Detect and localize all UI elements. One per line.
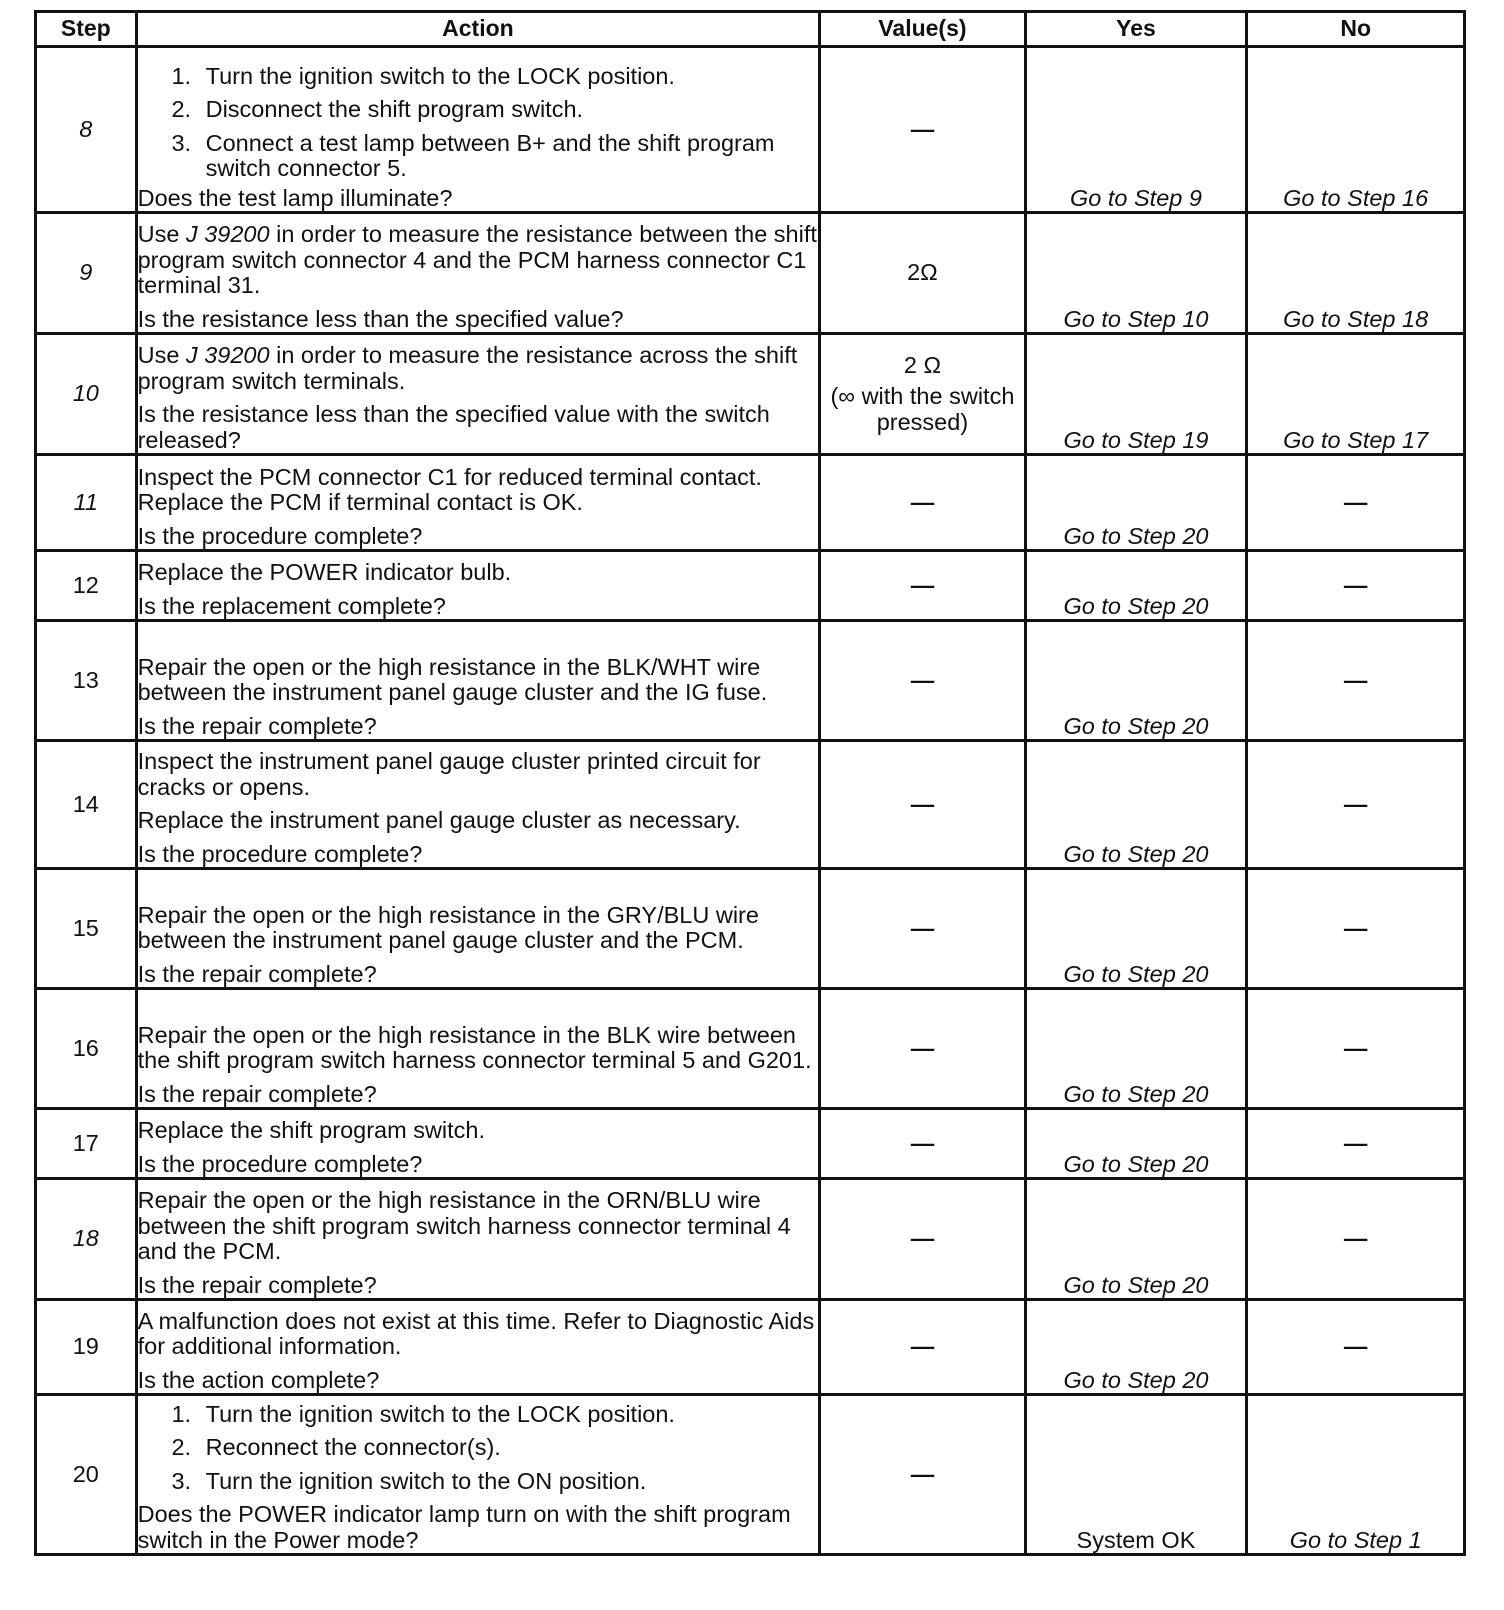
table-row-step-17 [36, 1109, 1465, 1179]
value-note: (∞ with the switch pressed) [830, 383, 1015, 435]
action-text-post: in order to measure the resistance across the shift program switch terminals. [137, 342, 798, 394]
step-number: 19 [36, 1300, 137, 1395]
value-cell [820, 455, 1025, 551]
value-text: 2 Ω [903, 351, 942, 378]
action-list-item: 1. Turn the ignition switch to the LOCK position. [198, 1402, 819, 1428]
header-row [36, 12, 1465, 47]
yes-cell: Go to Step 10 [1025, 213, 1247, 334]
no-cell: Go to Step 1 [1247, 1395, 1465, 1555]
value-cell [820, 334, 1025, 455]
step-number: 11 [36, 455, 137, 551]
action-list [138, 64, 819, 182]
value-text: — [910, 115, 935, 142]
action-question: Is the procedure complete? [137, 1150, 423, 1177]
table-row-step-19 [36, 1300, 1465, 1395]
no-text: — [1343, 1129, 1368, 1156]
action-list-item: 2. Reconnect the connector(s). [198, 1435, 819, 1461]
yes-cell: Go to Step 20 [1025, 621, 1247, 741]
action-text [138, 343, 819, 394]
action-list-item: 1. Turn the ignition switch to the LOCK position. [198, 64, 819, 90]
value-text: — [910, 1460, 935, 1487]
action-cell [136, 621, 820, 741]
step-number: 9 [36, 213, 137, 334]
header-values: Value(s) [820, 12, 1025, 47]
action-list [138, 1402, 819, 1495]
no-text: — [1343, 1333, 1368, 1360]
no-cell: Go to Step 18 [1247, 213, 1465, 334]
action-question: Is the replacement complete? [137, 592, 446, 619]
action-text-post: in order to measure the resistance between the shift program switch connector 4 and the PCM harness connector C1 terminal 31. [137, 221, 817, 298]
action-question: Is the resistance less than the specified value? [137, 305, 624, 332]
header-yes: Yes [1025, 12, 1247, 47]
action-text: Repair the open or the high resistance in the BLK wire between the shift program switch harness connector terminal 5 and G201. [137, 1021, 812, 1073]
table-row-step-14 [36, 741, 1465, 869]
action-cell [136, 1109, 820, 1179]
no-text: — [1343, 666, 1368, 693]
value-cell [820, 47, 1025, 213]
action-cell [136, 334, 820, 455]
value-text: — [910, 790, 935, 817]
value-cell [820, 1395, 1025, 1555]
action-text-secondary: Replace the instrument panel gauge cluster as necessary. [137, 807, 741, 833]
no-cell [1247, 551, 1465, 621]
step-number: 10 [36, 334, 137, 455]
action-cell [136, 1395, 820, 1555]
action-question: Is the repair complete? [137, 712, 377, 739]
action-question: Does the POWER indicator lamp turn on with the shift program switch in the Power mode? [137, 1501, 791, 1553]
no-cell [1247, 989, 1465, 1109]
step-number: 12 [36, 551, 137, 621]
action-text: Repair the open or the high resistance in the ORN/BLU wire between the shift program switch harness connector terminal 4 and the PCM. [137, 1187, 791, 1264]
table-row-step-12 [36, 551, 1465, 621]
table-row-step-11 [36, 455, 1465, 551]
step-number: 13 [36, 621, 137, 741]
value-text: — [910, 571, 935, 598]
value-text: 2Ω [907, 259, 938, 286]
header-action: Action [136, 12, 820, 47]
value-text: — [910, 1034, 935, 1061]
no-cell [1247, 1300, 1465, 1395]
no-cell [1247, 621, 1465, 741]
action-text: Inspect the instrument panel gauge cluster printed circuit for cracks or opens. [137, 748, 761, 800]
action-question: Is the repair complete? [137, 1080, 377, 1107]
no-cell: Go to Step 17 [1247, 334, 1465, 455]
action-list-item: 3. Connect a test lamp between B+ and the shift program switch connector 5. [198, 131, 819, 182]
action-text: Inspect the PCM connector C1 for reduced terminal contact. Replace the PCM if terminal contact is OK. [137, 463, 762, 515]
value-cell [820, 1109, 1025, 1179]
action-text-pre: Use [137, 221, 186, 247]
action-text [138, 222, 819, 299]
action-text: A malfunction does not exist at this time. Refer to Diagnostic Aids for additional information. [137, 1307, 815, 1359]
yes-cell: System OK [1025, 1395, 1247, 1555]
step-number: 16 [36, 989, 137, 1109]
action-question: Is the procedure complete? [137, 522, 423, 549]
no-cell [1247, 455, 1465, 551]
table-row-step-10 [36, 334, 1465, 455]
action-cell [136, 989, 820, 1109]
action-text: Replace the shift program switch. [137, 1117, 486, 1143]
step-number: 8 [36, 47, 137, 213]
table-row-step-15 [36, 869, 1465, 989]
action-question: Is the procedure complete? [137, 840, 423, 867]
yes-cell: Go to Step 20 [1025, 1300, 1247, 1395]
action-cell [136, 213, 820, 334]
action-text-pre: Use [137, 342, 186, 368]
value-cell [820, 869, 1025, 989]
action-question: Is the resistance less than the specified value with the switch released? [137, 401, 770, 453]
action-cell [136, 455, 820, 551]
value-cell [820, 621, 1025, 741]
yes-cell: Go to Step 20 [1025, 741, 1247, 869]
yes-cell: Go to Step 20 [1025, 1109, 1247, 1179]
no-text: — [1343, 790, 1368, 817]
value-cell [820, 213, 1025, 334]
no-cell [1247, 741, 1465, 869]
action-cell [136, 551, 820, 621]
value-text: — [910, 1333, 935, 1360]
action-question: Is the repair complete? [137, 960, 377, 987]
yes-cell: Go to Step 20 [1025, 551, 1247, 621]
table-row-step-9 [36, 213, 1465, 334]
no-text: — [1343, 571, 1368, 598]
no-text: — [1343, 1034, 1368, 1061]
table-row-step-13 [36, 621, 1465, 741]
value-text: — [910, 1225, 935, 1252]
yes-cell: Go to Step 20 [1025, 989, 1247, 1109]
value-text: — [910, 914, 935, 941]
yes-cell: Go to Step 19 [1025, 334, 1247, 455]
action-cell [136, 741, 820, 869]
table-row-step-8 [36, 47, 1465, 213]
value-cell [820, 741, 1025, 869]
action-cell [136, 869, 820, 989]
table-row-step-20 [36, 1395, 1465, 1555]
no-text: — [1343, 1225, 1368, 1252]
no-cell [1247, 869, 1465, 989]
step-number: 15 [36, 869, 137, 989]
no-text: — [1343, 914, 1368, 941]
yes-cell: Go to Step 20 [1025, 869, 1247, 989]
value-text: — [910, 1129, 935, 1156]
action-text: Replace the POWER indicator bulb. [137, 559, 512, 585]
action-list-item: 3. Turn the ignition switch to the ON position. [198, 1469, 819, 1495]
table-row-step-18 [36, 1179, 1465, 1300]
action-question: Does the test lamp illuminate? [137, 184, 453, 211]
tool-reference: J 39200 [185, 221, 270, 247]
yes-cell: Go to Step 20 [1025, 455, 1247, 551]
value-text: — [910, 666, 935, 693]
value-cell [820, 551, 1025, 621]
header-step: Step [36, 12, 137, 47]
action-cell [136, 47, 820, 213]
no-text: — [1343, 488, 1368, 515]
tool-reference: J 39200 [185, 342, 270, 368]
diagnostic-table [34, 10, 1466, 1556]
value-cell [820, 1179, 1025, 1300]
step-number: 20 [36, 1395, 137, 1555]
value-cell [820, 989, 1025, 1109]
step-number: 18 [36, 1179, 137, 1300]
value-cell [820, 1300, 1025, 1395]
action-cell [136, 1179, 820, 1300]
no-cell [1247, 1109, 1465, 1179]
value-text: — [910, 488, 935, 515]
action-question: Is the repair complete? [137, 1271, 377, 1298]
table-row-step-16 [36, 989, 1465, 1109]
action-question: Is the action complete? [137, 1366, 380, 1393]
action-cell [136, 1300, 820, 1395]
action-text: Repair the open or the high resistance in the BLK/WHT wire between the instrument panel gauge cluster and the IG fuse. [137, 653, 768, 705]
yes-cell: Go to Step 20 [1025, 1179, 1247, 1300]
no-cell: Go to Step 16 [1247, 47, 1465, 213]
step-number: 17 [36, 1109, 137, 1179]
action-list-item: 2. Disconnect the shift program switch. [198, 97, 819, 123]
action-text: Repair the open or the high resistance in the GRY/BLU wire between the instrument panel gauge cluster and the PCM. [137, 901, 759, 953]
no-cell [1247, 1179, 1465, 1300]
header-no: No [1247, 12, 1465, 47]
yes-cell: Go to Step 9 [1025, 47, 1247, 213]
step-number: 14 [36, 741, 137, 869]
